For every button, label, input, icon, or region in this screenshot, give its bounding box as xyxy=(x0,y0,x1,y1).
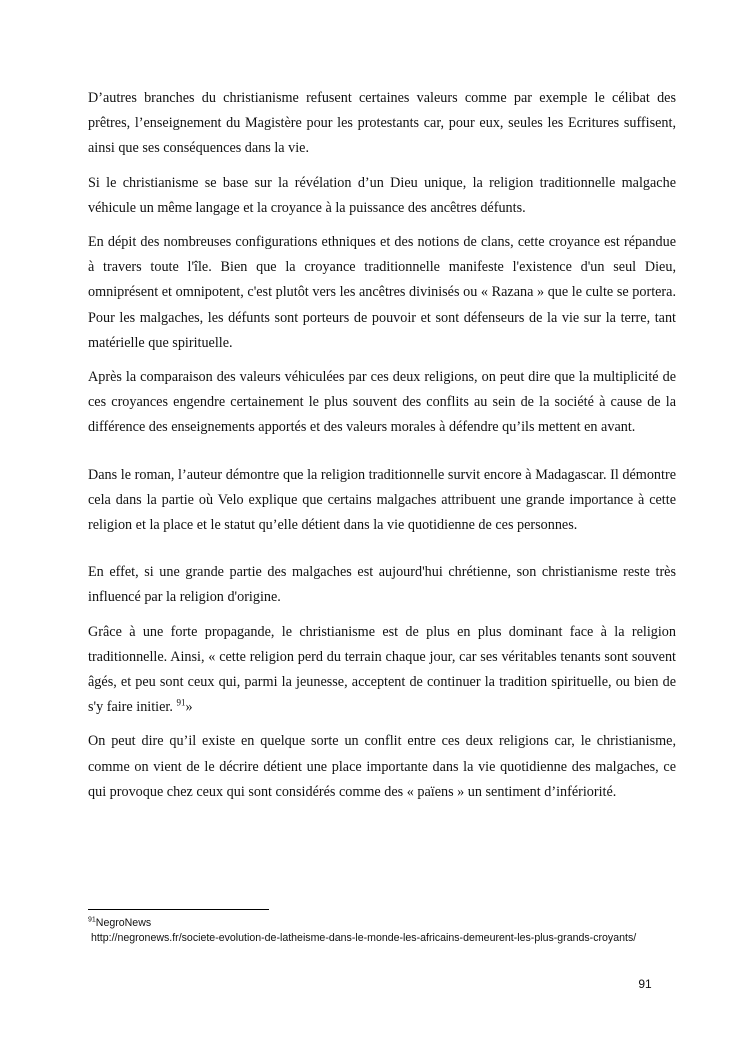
footnote-reference[interactable]: 91 xyxy=(176,697,186,708)
paragraph: Dans le roman, l’auteur démontre que la religion traditionnelle survit encore à Madagascar. Il démontre cela dans la partie où Velo explique que certains malgaches attribuent une grande importance à cette religion et la place et le statut qu’elle détient dans la vie quotidienne de ces personnes. xyxy=(88,466,676,534)
paragraph: Si le christianisme se base sur la révélation d’un Dieu unique, la religion traditionnelle malgache véhicule un même langage et la croyance à la puissance des ancêtres défunts. xyxy=(88,174,676,216)
quote-text: Grâce à une forte propagande, le christianisme est de plus en plus dominant face à la religion traditionnelle. Ainsi, « cette religion perd du terrain chaque jour, car ses véritables tenants sont souvent âgés, et peu sont ceux qui, parmi la jeunesse, acceptent de continuer la tradition spirituelle, ou bien de s'y faire initier. xyxy=(88,623,676,716)
quote-paragraph xyxy=(88,620,676,721)
paragraph: En dépit des nombreuses configurations ethniques et des notions de clans, cette croyance est répandue à travers toute l'île. Bien que la croyance traditionnelle manifeste l'existence d'un seul Dieu, omniprésent et omnipotent, c'est plutôt vers les ancêtres divinisés ou « Razana » que le culte se portera. Pour les malgaches, les défunts sont porteurs de pouvoir et sont défenseurs de la vie sur la terre, tant matérielle que spirituelle. xyxy=(88,234,676,351)
body-text xyxy=(88,86,676,814)
paragraph: Après la comparaison des valeurs véhiculées par ces deux religions, on peut dire que la multiplicité de ces croyances engendre certainement le plus souvent des conflits au sein de la société à cause de la différence des enseignements apportés et des valeurs morales à défendre qu’ils mettent en avant. xyxy=(88,369,676,436)
footnote-source-line xyxy=(88,916,676,931)
footnote-url-line xyxy=(88,931,676,946)
footnote-separator xyxy=(88,909,269,910)
footnote-source: NegroNews xyxy=(95,917,152,929)
footnote-url[interactable]: http://negronews.fr/societe-evolution-de-latheisme-dans-le-monde-les-africains-demeurent-les-plus-grands-croyants/ xyxy=(90,931,637,944)
page-number: 91 xyxy=(638,977,652,991)
footnote-number: 91 xyxy=(88,916,96,924)
paragraph: En effet, si une grande partie des malgaches est aujourd'hui chrétienne, son christianisme reste très influencé par la religion d'origine. xyxy=(88,564,676,606)
footnote xyxy=(88,916,676,946)
quote-closing: » xyxy=(185,699,193,716)
paragraph: On peut dire qu’il existe en quelque sorte un conflit entre ces deux religions car, le christianisme, comme on vient de le décrire détient une place importante dans la vie quotidienne des malgaches, ce qui provoque chez ceux qui sont considérés comme des « païens » un sentiment d’infériorité. xyxy=(88,733,676,800)
paragraph: D’autres branches du christianisme refusent certaines valeurs comme par exemple le célibat des prêtres, l’enseignement du Magistère pour les protestants car, pour eux, seules les Ecritures suffisent, ainsi que ses conséquences dans la vie. xyxy=(88,90,676,157)
